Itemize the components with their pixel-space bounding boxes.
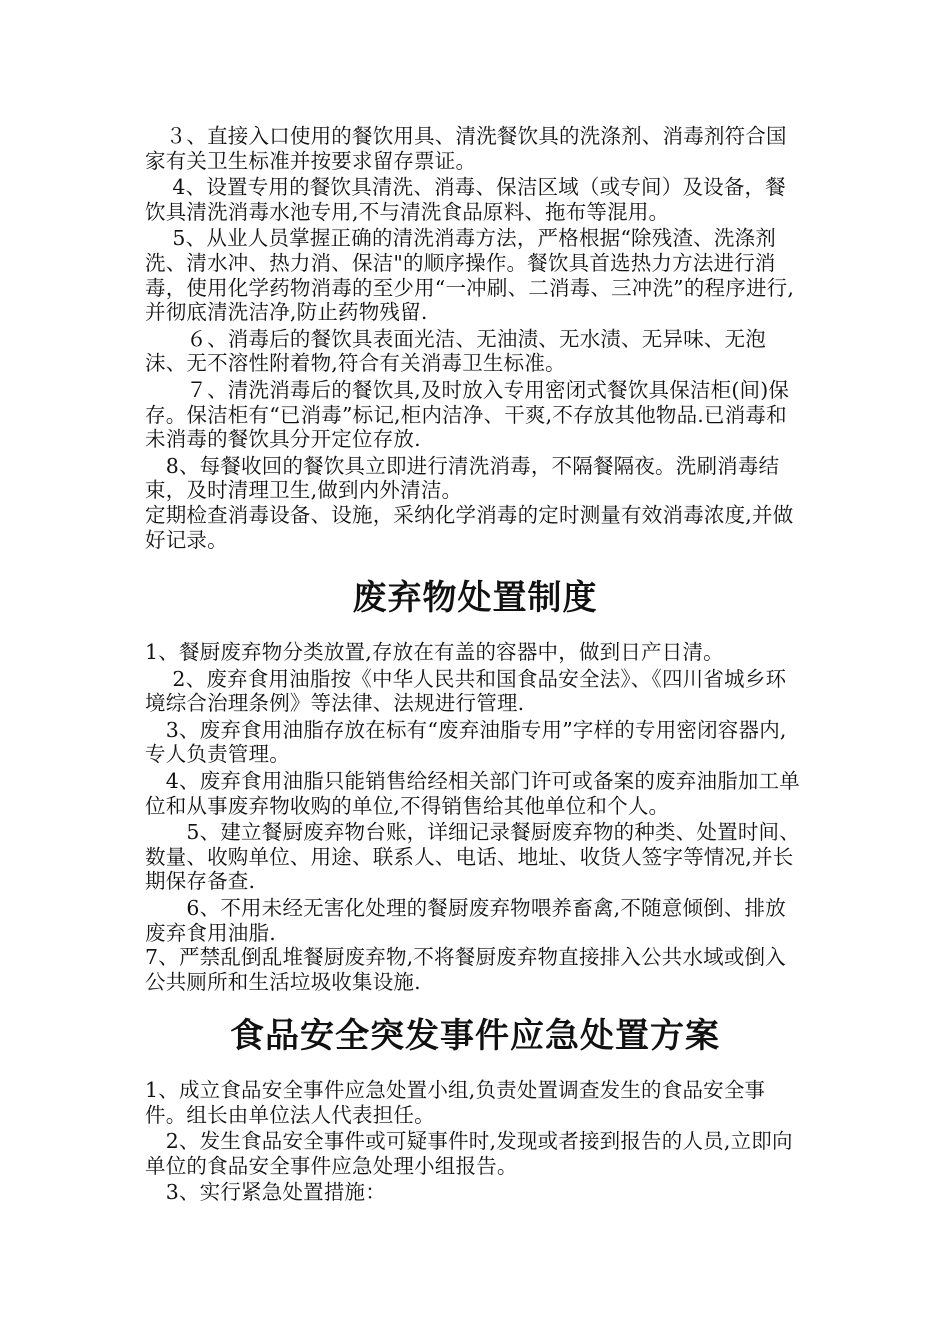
- section-emergency-plan: [145, 1078, 805, 1205]
- section-heading-waste: 废弃物处置制度: [352, 578, 598, 618]
- paragraph: 定期检查消毒设备、设施，采纳化学消毒的定时测量有效消毒浓度,并做好记录。: [145, 502, 794, 552]
- paragraph: 3、废弃食用油脂存放在标有“废弃油脂专用”字样的专用密闭容器内,专人负责管理。: [145, 717, 787, 767]
- paragraph: 1、餐厨废弃物分类放置,存放在有盖的容器中，做到日产日清。: [145, 640, 724, 664]
- paragraph: 2、发生食品安全事件或可疑事件时,发现或者接到报告的人员,立即向单位的食品安全事件应急处理小组报告。: [145, 1129, 793, 1178]
- paragraph: ６、消毒后的餐饮具表面光洁、无油渍、无水渍、无异味、无泡沫、无不溶性附着物,符合有关消毒卫生标准。: [145, 326, 766, 376]
- paragraph: ７、清洗消毒后的餐饮具,及时放入专用密闭式餐饮具保洁柜(间)保存。保洁柜有“已消毒”标记,柜内洁净、干爽,不存放其他物品.已消毒和未消毒的餐饮具分开定位存放.: [145, 377, 790, 452]
- paragraph: 5、建立餐厨废弃物台账，详细记录餐厨废弃物的种类、处置时间、数量、收购单位、用途、联系人、电话、地址、收货人签字等情况,并长期保存备查.: [145, 820, 800, 894]
- paragraph: 4、废弃食用油脂只能销售给经相关部门许可或备案的废弃油脂加工单位和从事废弃物收购的单位,不得销售给其他单位和个人。: [145, 768, 800, 818]
- paragraph: 3、实行紧急处置措施：: [145, 1180, 386, 1205]
- paragraph: 1、成立食品安全事件应急处置小组,负责处置调查发生的食品安全事件。组长由单位法人代表担任。: [145, 1078, 766, 1127]
- paragraph: 2、废弃食用油脂按《中华人民共和国食品安全法》、《四川省城乡环境综合治理条例》等法律、法规进行管理.: [145, 666, 787, 716]
- paragraph: 7、严禁乱倒乱堆餐厨废弃物,不将餐厨废弃物直接排入公共水域或倒入公共厕所和生活垃圾收集设施.: [145, 945, 786, 994]
- paragraph: ３、直接入口使用的餐饮用具、清洗餐饮具的洗涤剂、消毒剂符合国家有关卫生标准并按要求留存票证。: [145, 124, 787, 173]
- section-waste-disposal: [145, 640, 805, 994]
- paragraph: 6、不用未经无害化处理的餐厨废弃物喂养畜禽,不随意倾倒、排放废弃食用油脂.: [145, 895, 786, 945]
- paragraph: 8、每餐收回的餐饮具立即进行清洗消毒，不隔餐隔夜。洗刷消毒结束，及时清理卫生,做到内外清洁。: [145, 453, 780, 503]
- paragraph: 4、设置专用的餐饮具清洗、消毒、保洁区域（或专间）及设备，餐饮具清洗消毒水池专用,不与清洗食品原料、拖布等混用。: [145, 175, 786, 224]
- section-heading-emergency: 食品安全突发事件应急处置方案: [230, 1016, 720, 1056]
- section-tableware-cleaning: [145, 124, 805, 552]
- paragraph: 5、从业人员掌握正确的清洗消毒方法，严格根据“除残渣、洗涤剂洗、清水冲、热力消、保洁"的顺序操作。餐饮具首选热力方法进行消毒，使用化学药物消毒的至少用“一冲刷、二消毒、三冲洗”的程序进行,并彻底清洗洁净,防止药物残留.: [145, 226, 795, 325]
